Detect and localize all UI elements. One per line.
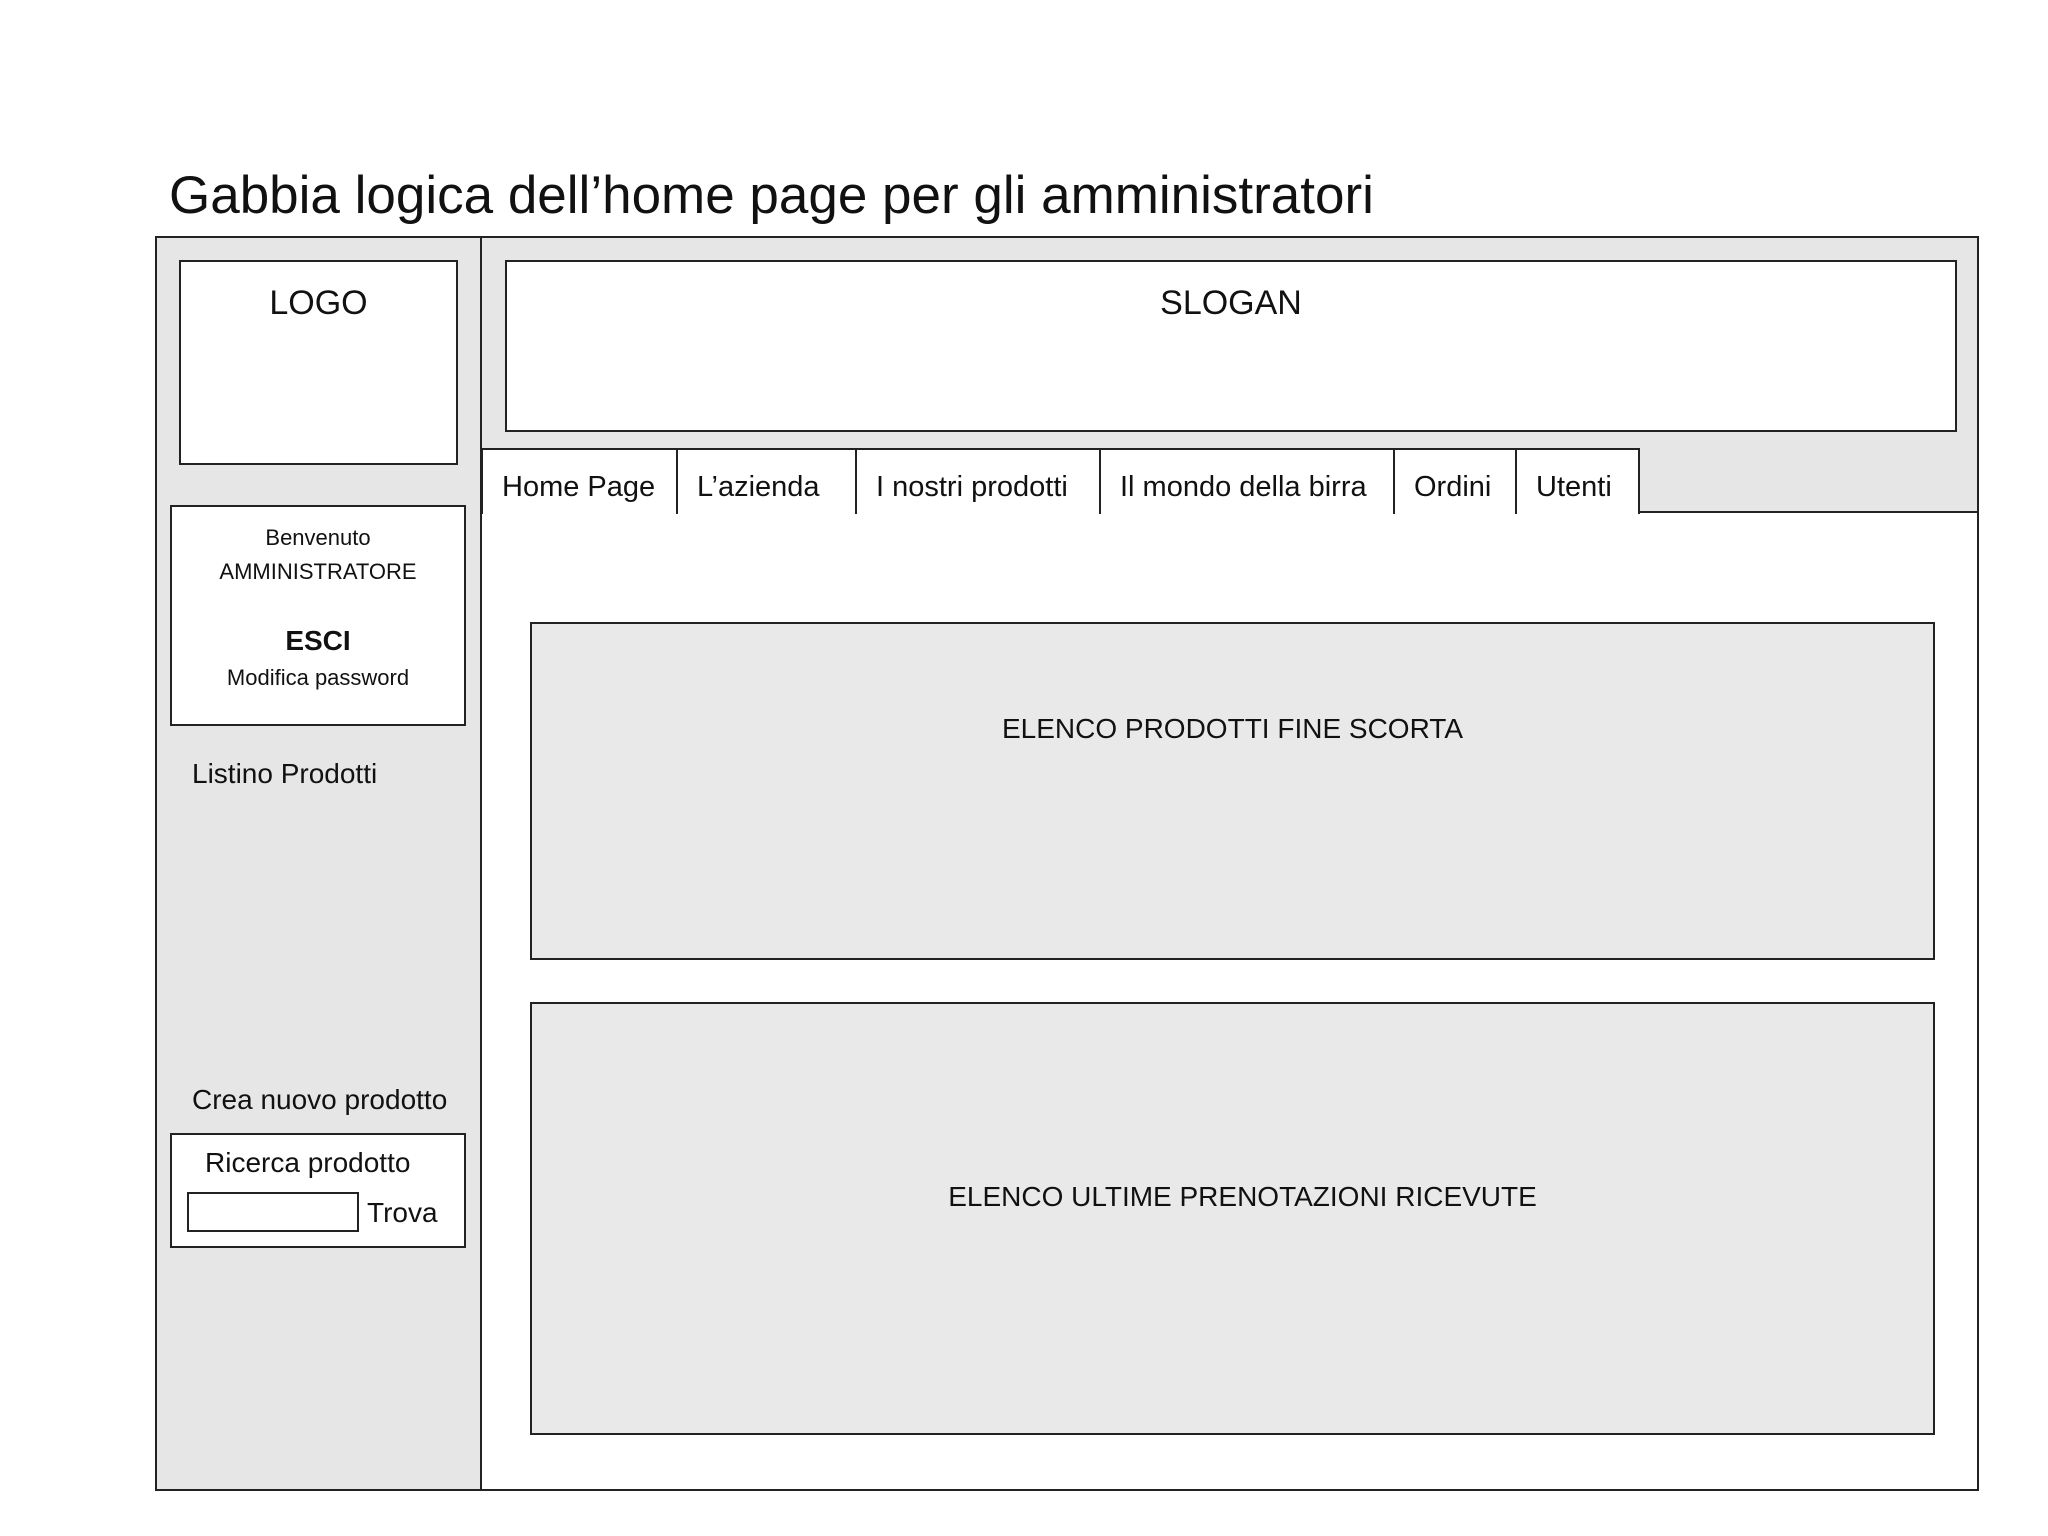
product-search-title: Ricerca prodotto (205, 1147, 411, 1178)
tab-azienda[interactable]: L’azienda (676, 448, 857, 514)
tab-mondo-della-birra[interactable]: Il mondo della birra (1099, 448, 1395, 514)
page-title: Gabbia logica dell’home page per gli amministratori (169, 166, 1374, 225)
product-list-link[interactable]: Listino Prodotti (192, 758, 378, 789)
logo-label: LOGO (269, 284, 368, 322)
low-stock-products-label: ELENCO PRODOTTI FINE SCORTA (1001, 713, 1463, 744)
recent-reservations-label: ELENCO ULTIME PRENOTAZIONI RICEVUTE (948, 1181, 1537, 1212)
search-button[interactable]: Trova (367, 1197, 438, 1228)
slogan-label: SLOGAN (1160, 284, 1302, 322)
tab-ordini[interactable]: Ordini (1393, 448, 1517, 514)
change-password-link[interactable]: Modifica password (226, 665, 410, 690)
tab-home-page[interactable]: Home Page (481, 448, 678, 514)
product-search-input[interactable] (187, 1192, 359, 1232)
recent-reservations-panel (530, 1002, 1935, 1435)
welcome-label: Benvenuto (265, 525, 371, 550)
tab-utenti[interactable]: Utenti (1515, 448, 1640, 514)
logout-link[interactable]: ESCI (285, 625, 351, 656)
tab-nostri-prodotti[interactable]: I nostri prodotti (855, 448, 1101, 514)
create-product-link[interactable]: Crea nuovo prodotto (192, 1084, 448, 1115)
user-role-label: AMMINISTRATORE (219, 559, 417, 584)
low-stock-products-panel (530, 622, 1935, 960)
